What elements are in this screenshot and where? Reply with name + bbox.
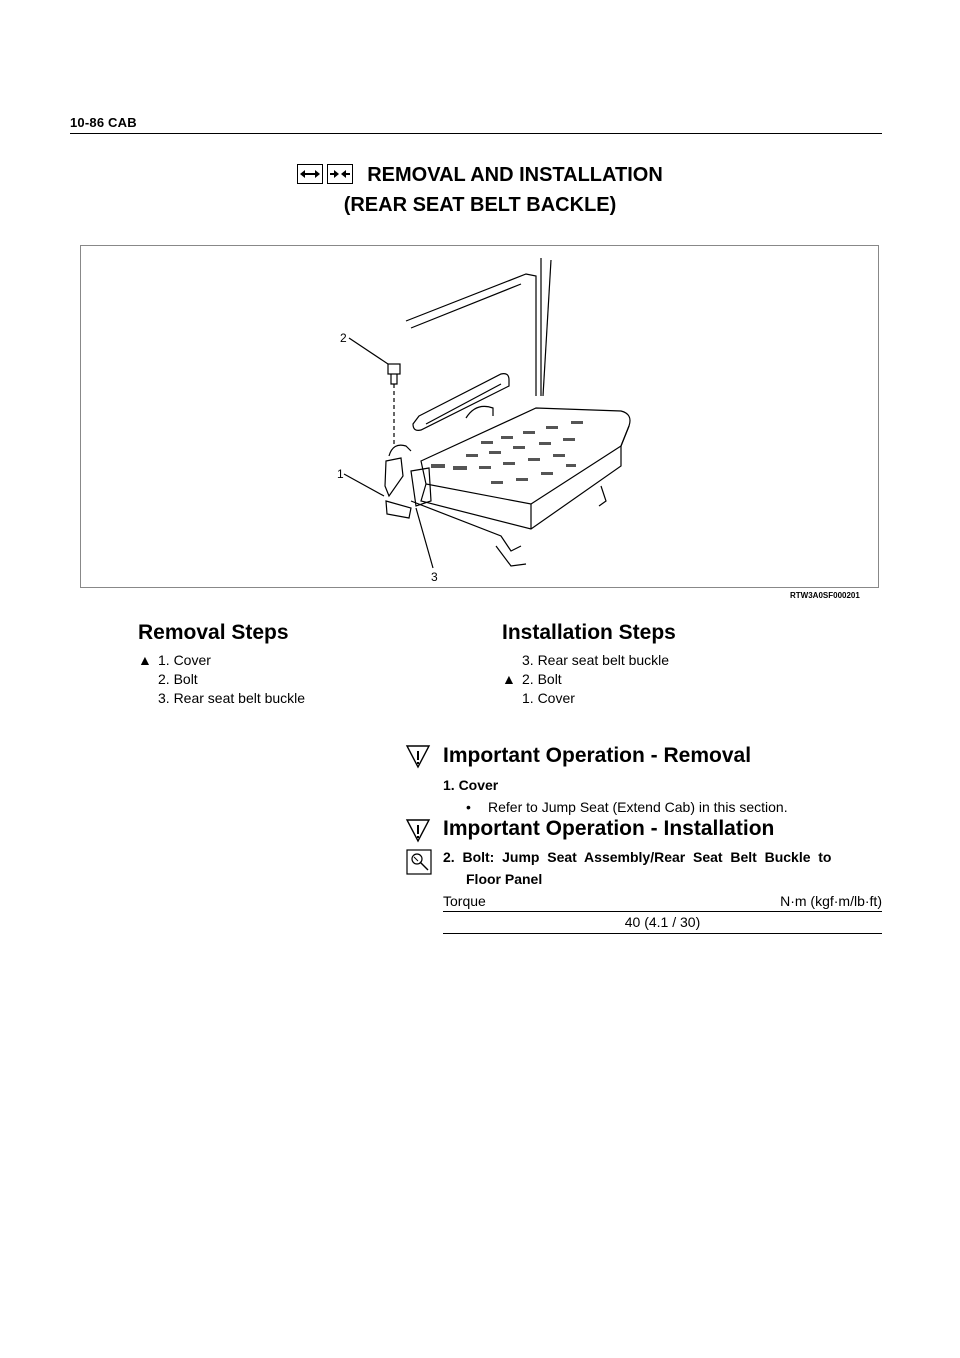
installation-steps	[502, 651, 669, 708]
removal-heading: Removal Steps	[138, 621, 289, 644]
callout-2: 2	[340, 331, 347, 345]
list-item: 2. Bolt	[158, 671, 198, 687]
callout-3: 3	[431, 570, 438, 584]
caution-icon	[405, 743, 431, 769]
torque-unit: N·m (kgf·m/lb·ft)	[780, 893, 882, 909]
torque-rule-bottom	[443, 933, 882, 934]
header-rule	[70, 133, 882, 134]
removal-steps	[138, 651, 305, 708]
removal-bullet: • Refer to Jump Seat (Extend Cab) in this section.	[466, 799, 788, 815]
page-header: 10-86 CAB	[70, 115, 137, 130]
list-item: 1. Cover	[522, 690, 575, 706]
torque-rule-top	[443, 911, 882, 912]
page-title	[0, 164, 960, 187]
important-installation-heading: Important Operation - Installation	[443, 817, 775, 840]
important-removal-heading: Important Operation - Removal	[443, 744, 752, 767]
installation-heading: Installation Steps	[502, 621, 676, 644]
callout-1: 1	[337, 467, 344, 481]
list-item: ▲ 1. Cover	[138, 652, 211, 668]
torque-wrench-icon	[406, 849, 432, 875]
installation-icon	[327, 164, 353, 184]
illustration-frame	[80, 245, 879, 588]
installation-item-line1: 2. Bolt: Jump Seat Assembly/Rear Seat Belt Buckle to	[443, 849, 832, 865]
torque-value: 40 (4.1 / 30)	[624, 914, 701, 930]
page-subtitle: (REAR SEAT BELT BACKLE)	[343, 194, 617, 216]
list-item: 3. Rear seat belt buckle	[522, 652, 670, 668]
seat-illustration	[81, 246, 878, 587]
list-item: 3. Rear seat belt buckle	[158, 690, 306, 706]
list-item: ▲ 2. Bolt	[502, 671, 562, 687]
torque-label: Torque	[443, 893, 486, 909]
title-text: REMOVAL AND INSTALLATION	[367, 164, 663, 186]
removal-icon	[297, 164, 323, 184]
figure-code: RTW3A0SF000201	[790, 591, 860, 600]
installation-item-line2: Floor Panel	[466, 871, 543, 887]
removal-item: 1. Cover	[443, 777, 499, 793]
caution-icon	[405, 817, 431, 843]
